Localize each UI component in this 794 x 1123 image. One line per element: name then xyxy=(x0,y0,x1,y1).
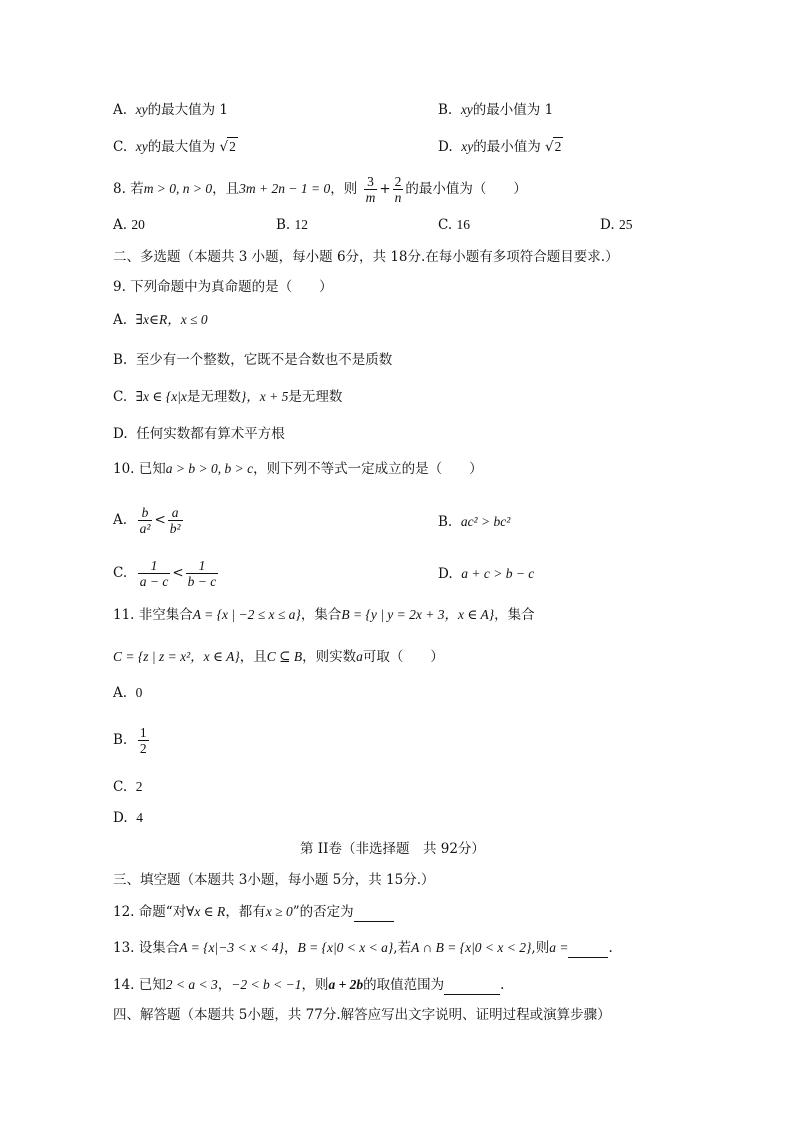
q11-option-d: D. 4 xyxy=(113,810,143,826)
part-two-title: 第 II卷（非选择题 共 92分） xyxy=(300,841,485,857)
section-heading-multiple-choice: 二、多选题（本题共 3 小题，每小题 6分，共 18分.在每小题有多项符合题目要求.） xyxy=(113,249,619,265)
q7-option-d: D. xy的最小值为 √2 xyxy=(438,139,562,155)
fraction: $\frac{3}{m}$ xyxy=(365,174,376,205)
fraction: $\frac{1}{a - c}$ xyxy=(139,558,169,589)
answer-blank xyxy=(444,976,500,995)
q9-option-c: C. ∃x ∈ {x|x是无理数}，x + 5是无理数 xyxy=(113,389,343,405)
q11-stem-line2: C = {z | z = x²，x ∈ A}，且C ⊆ B，则实数a可取（ ） xyxy=(113,649,444,665)
q11-option-a: A. 0 xyxy=(113,685,143,701)
q9-stem: 9. 下列命题中为真命题的是（ ） xyxy=(113,279,333,295)
q13: 13. 设集合A = {x|−3 < x < 4}，B = {x|0 < x < a},若A ∩ B = {x|0 < x < 2},则a = . xyxy=(113,940,613,956)
q12: 12. 命题“对∀x ∈ R，都有x ≥ 0”的否定为 xyxy=(113,903,394,922)
fraction: $\frac{b}{\text{a²}}$ xyxy=(139,505,151,536)
q8-option-a: A. 20 xyxy=(113,217,145,233)
q7-option-b: B. xy的最小值为 1 xyxy=(438,102,554,118)
section-heading-fill-in: 三、填空题（本题共 3小题，每小题 5分，共 15分.） xyxy=(113,872,435,888)
sqrt-symbol: √2 xyxy=(219,139,236,155)
fraction: $\frac{1}{2}$ xyxy=(139,725,147,756)
q10-option-b: B. ac² > bc² xyxy=(438,514,511,530)
q8-option-c: C. 16 xyxy=(438,217,470,233)
fraction: $\frac{a}{\text{b²}}$ xyxy=(169,505,181,536)
answer-blank xyxy=(568,939,608,958)
q10-option-d: D. a + c > b − c xyxy=(438,566,535,582)
q11-option-b: B. $\frac{1}{2}$ xyxy=(113,725,147,756)
q9-option-a: A. ∃x∈R，x ≤ 0 xyxy=(113,312,208,328)
q7-option-a: A. xy的最大值为 1 xyxy=(113,102,229,118)
q7-option-c: C. xy的最大值为 √2 xyxy=(113,139,236,155)
q8-option-b: B. 12 xyxy=(276,217,309,233)
q10-stem: 10. 已知a > b > 0, b > c，则下列不等式一定成立的是（ ） xyxy=(113,461,483,477)
fraction: $\frac{2}{n}$ xyxy=(394,174,402,205)
q11-stem-line1: 11. 非空集合A = {x | −2 ≤ x ≤ a}，集合B = {y | y = 2x + 3，x ∈ A}，集合 xyxy=(113,607,535,623)
q10-option-a: A. $\frac{b}{\text{a²}}$ < $\frac{a}{\text{b²}}$ xyxy=(113,505,181,536)
sqrt-symbol: √2 xyxy=(545,139,562,155)
q9-option-d: D. 任何实数都有算术平方根 xyxy=(113,426,285,442)
section-heading-solutions: 四、解答题（本题共 5小题，共 77分.解答应写出文字说明、证明过程或演算步骤） xyxy=(113,1007,611,1023)
q9-option-b: B. 至少有一个整数，它既不是合数也不是质数 xyxy=(113,352,393,368)
fraction: $\frac{1}{b - c}$ xyxy=(187,558,217,589)
q10-option-c: C. $\frac{1}{a - c}$ < $\frac{1}{b - c}$ xyxy=(113,558,217,589)
answer-blank xyxy=(354,903,394,922)
q8-stem: 8. 若m > 0, n > 0，且3m + 2n − 1 = 0，则 $\frac{3}{m}$ + $\frac{2}{n}$ 的最小值为（ ） xyxy=(113,174,527,205)
q11-option-c: C. 2 xyxy=(113,779,143,795)
q8-option-d: D. 25 xyxy=(600,217,633,233)
q14: 14. 已知2 < a < 3，−2 < b < −1，则a + 2b的取值范围为 . xyxy=(113,977,505,993)
